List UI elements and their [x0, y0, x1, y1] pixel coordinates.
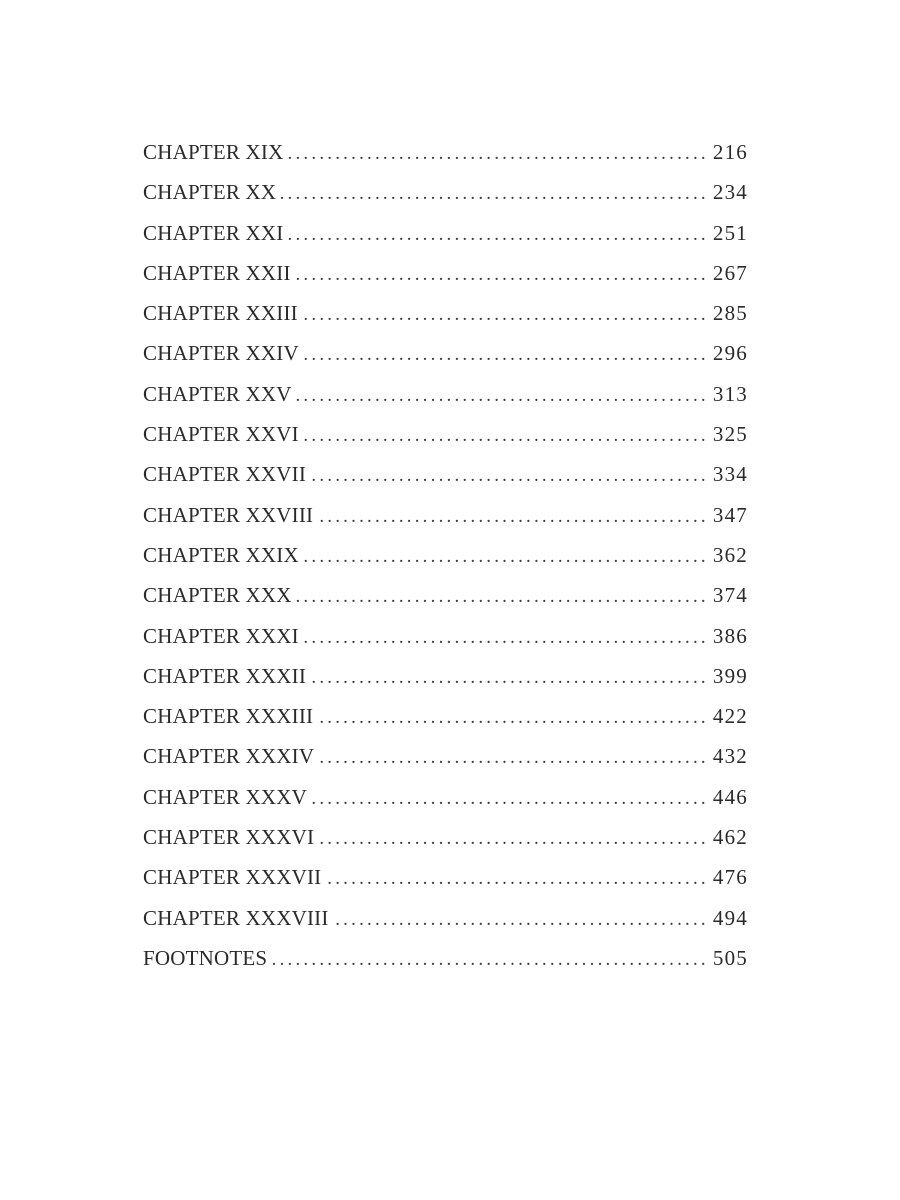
- table-of-contents: [143, 132, 748, 978]
- dot-leader: [287, 134, 708, 174]
- toc-entry-page-number: 216: [712, 140, 748, 164]
- toc-entry-page-number: 494: [712, 905, 748, 930]
- toc-entry-title: CHAPTER XIX: [143, 140, 284, 164]
- toc-entry-chapter-33[interactable]: [143, 696, 748, 736]
- toc-entry-title: CHAPTER XXVII: [143, 462, 307, 487]
- dot-leader: [296, 376, 709, 416]
- toc-entry-chapter-22[interactable]: [143, 253, 748, 293]
- dot-leader: [318, 738, 709, 778]
- toc-entry-page-number: 267: [712, 260, 748, 285]
- toc-entry-title: CHAPTER XX: [143, 180, 277, 205]
- toc-entry-chapter-29[interactable]: [143, 535, 748, 575]
- toc-entry-chapter-24[interactable]: [143, 333, 748, 373]
- toc-entry-title: CHAPTER XXVI: [143, 422, 299, 447]
- toc-entry-chapter-38[interactable]: [143, 898, 748, 938]
- dot-leader: [287, 215, 708, 255]
- dot-leader: [303, 537, 709, 577]
- toc-entry-title: CHAPTER XXVIII: [143, 502, 314, 527]
- toc-entry-page-number: 251: [712, 220, 748, 245]
- toc-entry-page-number: 462: [712, 825, 748, 850]
- toc-entry-page-number: 505: [712, 945, 748, 970]
- toc-entry-footnotes[interactable]: [143, 938, 748, 978]
- toc-entry-page-number: 374: [712, 583, 748, 608]
- toc-entry-title: CHAPTER XXXIV: [143, 744, 315, 769]
- toc-entry-page-number: 362: [712, 542, 748, 567]
- toc-entry-chapter-32[interactable]: [143, 656, 748, 696]
- dot-leader: [303, 335, 709, 375]
- dot-leader: [295, 255, 709, 295]
- toc-entry-title: CHAPTER XXV: [143, 381, 292, 406]
- toc-entry-chapter-28[interactable]: [143, 495, 748, 535]
- toc-entry-page-number: 325: [712, 422, 748, 447]
- toc-entry-title: CHAPTER XXIX: [143, 542, 299, 567]
- dot-leader: [333, 900, 709, 940]
- dot-leader: [302, 295, 709, 335]
- dot-leader: [296, 577, 709, 617]
- dot-leader: [311, 779, 709, 819]
- dot-leader: [310, 658, 709, 698]
- toc-entry-title: FOOTNOTES: [143, 945, 268, 970]
- toc-entry-chapter-26[interactable]: [143, 414, 748, 454]
- toc-entry-title: CHAPTER XXX: [143, 583, 292, 608]
- toc-entry-title: CHAPTER XXII: [143, 260, 291, 285]
- toc-entry-page-number: 446: [712, 784, 748, 809]
- toc-entry-title: CHAPTER XXXVIII: [143, 905, 329, 930]
- toc-entry-chapter-35[interactable]: [143, 777, 748, 817]
- dot-leader: [271, 940, 709, 980]
- toc-entry-chapter-25[interactable]: [143, 374, 748, 414]
- toc-entry-title: CHAPTER XXXII: [143, 663, 307, 688]
- toc-entry-chapter-34[interactable]: [143, 736, 748, 776]
- dot-leader: [280, 174, 709, 214]
- toc-entry-page-number: 476: [712, 865, 748, 890]
- dot-leader: [303, 618, 709, 658]
- toc-entry-page-number: 432: [712, 744, 748, 769]
- toc-entry-page-number: 347: [712, 502, 748, 527]
- toc-entry-page-number: 399: [712, 663, 748, 688]
- dot-leader: [317, 698, 709, 738]
- toc-entry-page-number: 386: [712, 623, 748, 648]
- dot-leader: [303, 416, 709, 456]
- toc-entry-chapter-36[interactable]: [143, 817, 748, 857]
- toc-entry-chapter-20[interactable]: [143, 172, 748, 212]
- dot-leader: [325, 859, 709, 899]
- toc-entry-chapter-19[interactable]: [143, 132, 748, 172]
- toc-entry-title: CHAPTER XXIII: [143, 301, 298, 326]
- toc-entry-title: CHAPTER XXXVI: [143, 825, 315, 850]
- toc-entry-title: CHAPTER XXXVII: [143, 865, 322, 890]
- toc-entry-title: CHAPTER XXI: [143, 220, 284, 245]
- toc-entry-page-number: 285: [712, 301, 748, 326]
- toc-entry-title: CHAPTER XXXV: [143, 784, 307, 809]
- toc-entry-chapter-27[interactable]: [143, 454, 748, 494]
- toc-entry-chapter-21[interactable]: [143, 213, 748, 253]
- toc-entry-title: CHAPTER XXIV: [143, 341, 299, 366]
- toc-entry-chapter-23[interactable]: [143, 293, 748, 333]
- toc-entry-page-number: 422: [712, 704, 748, 729]
- toc-entry-chapter-37[interactable]: [143, 857, 748, 897]
- dot-leader: [310, 456, 709, 496]
- toc-entry-chapter-31[interactable]: [143, 616, 748, 656]
- toc-entry-page-number: 296: [712, 341, 748, 366]
- toc-entry-page-number: 234: [712, 180, 748, 205]
- toc-entry-title: CHAPTER XXXI: [143, 623, 299, 648]
- dot-leader: [317, 497, 709, 537]
- toc-entry-title: CHAPTER XXXIII: [143, 704, 314, 729]
- toc-entry-page-number: 334: [712, 462, 748, 487]
- dot-leader: [318, 819, 709, 859]
- toc-entry-chapter-30[interactable]: [143, 575, 748, 615]
- toc-entry-page-number: 313: [712, 381, 748, 406]
